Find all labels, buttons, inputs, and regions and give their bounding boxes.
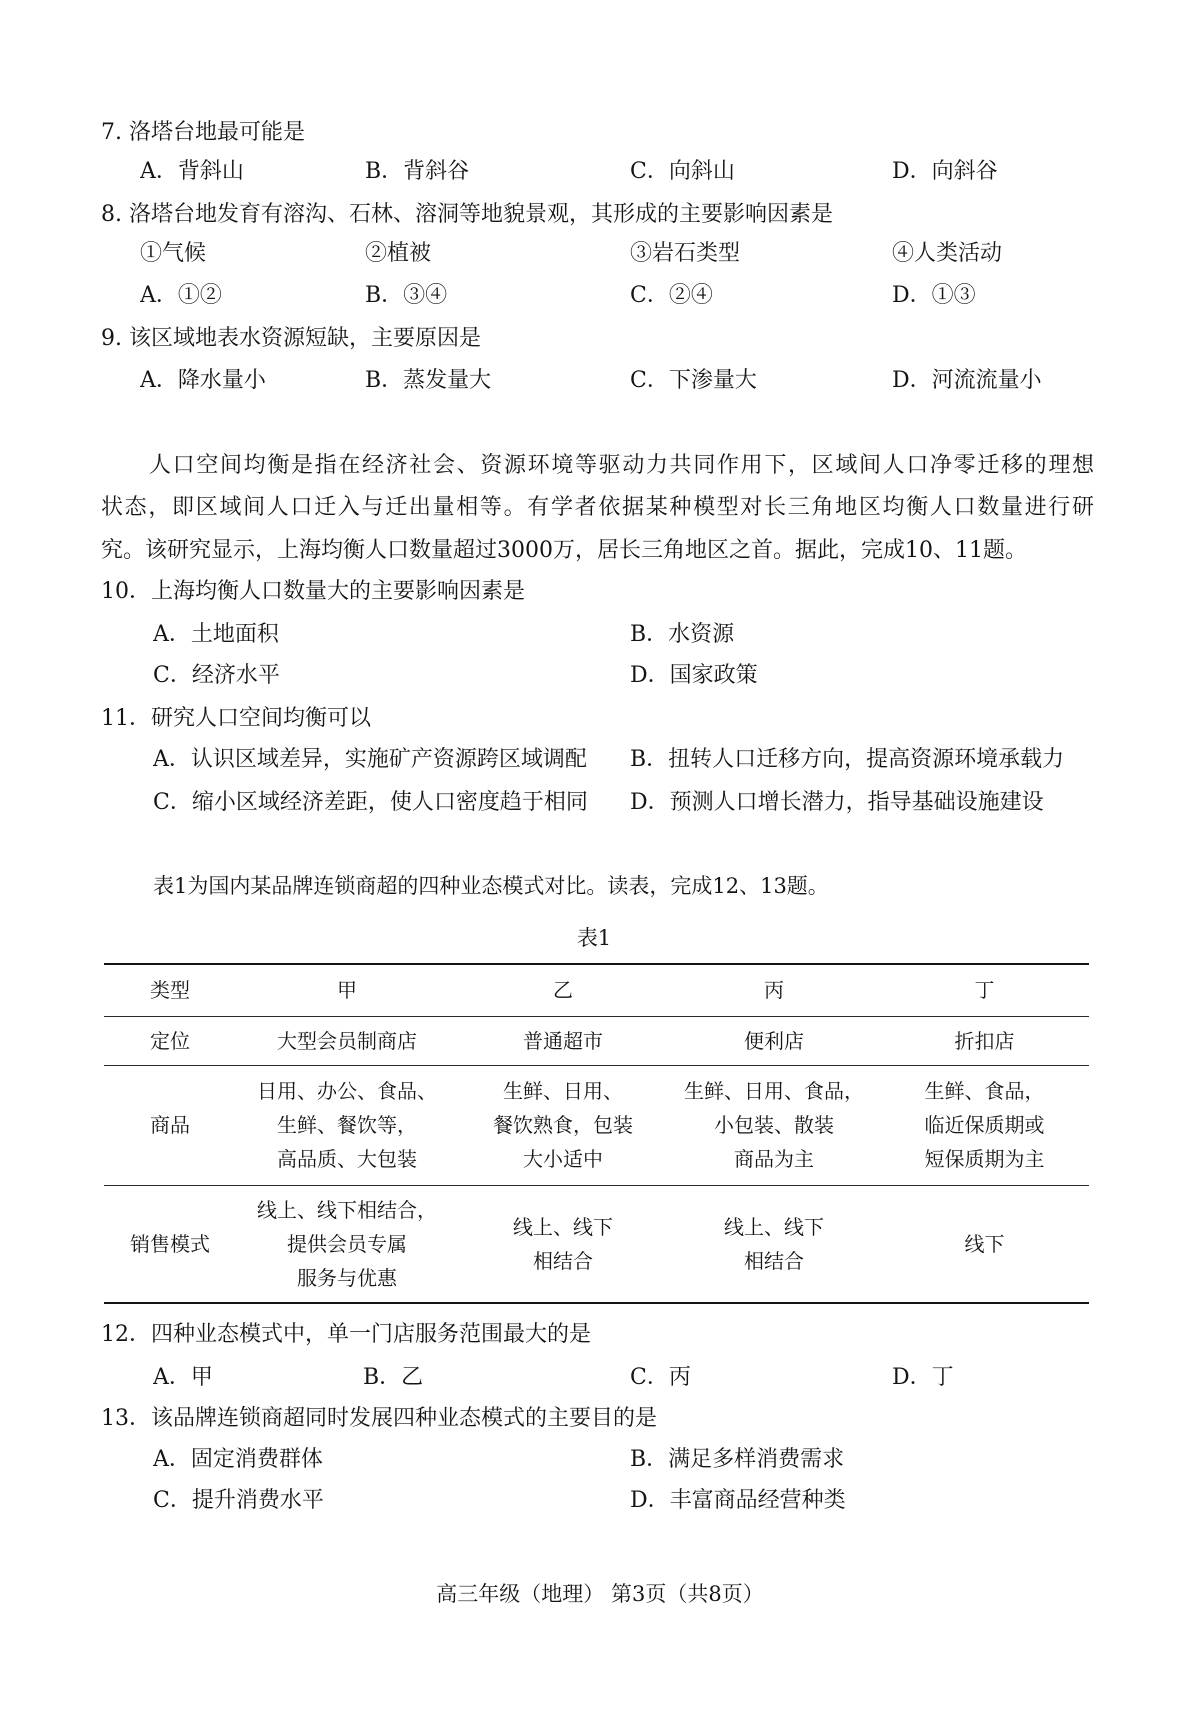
table-header-cell: 乙 <box>458 964 668 1016</box>
cell-line: 短保质期为主 <box>924 1147 1045 1171</box>
question-12-stem: 12．四种业态模式中，单一门店服务范围最大的是 <box>101 1322 591 1347</box>
question-13-option-d: D．丰富商品经营种类 <box>630 1488 846 1513</box>
cell-line: 生鲜、日用、食品， <box>684 1079 864 1103</box>
passage-line-2: 状态，即区域间人口迁入与迁出量相等。有学者依据某种模型对长三角地区均衡人口数量进行研 <box>101 495 1094 520</box>
cell-line: 折扣店 <box>954 1028 1015 1053</box>
question-9-stem: 9. 该区域地表水资源短缺，主要原因是 <box>101 326 481 351</box>
cell-line: 日用、办公、食品、 <box>257 1079 437 1103</box>
passage-line-3: 究。该研究显示，上海均衡人口数量超过3000万，居长三角地区之首。据此，完成10、11题。 <box>101 538 1027 563</box>
question-11-option-d: D．预测人口增长潜力，指导基础设施建设 <box>630 790 1044 815</box>
table-header-cell: 类型 <box>104 964 236 1016</box>
cell-line: 提供会员专属 <box>287 1231 407 1256</box>
question-8-factor-1: ①气候 <box>140 241 207 266</box>
cell-line: 便利店 <box>744 1028 804 1053</box>
cell-line: 线上、线下 <box>513 1214 613 1239</box>
table-cell <box>880 1185 1089 1303</box>
cell-line: 线上、线下相结合， <box>257 1197 437 1222</box>
question-8-factor-3: ③岩石类型 <box>630 241 741 266</box>
table-header-cell: 甲 <box>236 964 458 1016</box>
row-label: 销售模式 <box>130 1231 210 1256</box>
question-13-stem: 13．该品牌连锁商超同时发展四种业态模式的主要目的是 <box>101 1406 657 1431</box>
cell-line: 普通超市 <box>523 1028 603 1053</box>
question-11-stem: 11．研究人口空间均衡可以 <box>101 706 371 731</box>
question-9-option-d: D．河流流量小 <box>892 368 1042 393</box>
question-11-option-b: B．扭转人口迁移方向，提高资源环境承载力 <box>630 747 1065 772</box>
cell-line: 生鲜、餐饮等， <box>277 1113 417 1137</box>
table-header-row <box>104 964 1089 1016</box>
question-11-option-a: A．认识区域差异，实施矿产资源跨区域调配 <box>153 747 587 772</box>
table-cell <box>458 1185 668 1303</box>
table-intro: 表1为国内某品牌连锁商超的四种业态模式对比。读表，完成12、13题。 <box>153 874 829 898</box>
row-label: 商品 <box>104 1065 236 1185</box>
question-13-option-b: B．满足多样消费需求 <box>630 1447 845 1472</box>
table-cell <box>668 1185 880 1303</box>
table-cell <box>236 1065 458 1185</box>
question-7-stem: 7. 洛塔台地最可能是 <box>101 120 305 145</box>
table-row <box>104 1185 1089 1303</box>
cell-line: 临近保质期或 <box>924 1113 1045 1137</box>
table-cell <box>458 1016 668 1065</box>
table-header-cell: 丙 <box>668 964 880 1016</box>
question-8-stem: 8. 洛塔台地发育有溶沟、石林、溶洞等地貌景观，其形成的主要影响因素是 <box>101 202 833 227</box>
question-7-option-d: D．向斜谷 <box>892 159 998 184</box>
table-header-cell: 丁 <box>880 964 1089 1016</box>
cell-line: 餐饮熟食，包装 <box>493 1113 633 1137</box>
table-row <box>104 1065 1089 1185</box>
question-9-option-a: A．降水量小 <box>140 368 266 393</box>
table-1 <box>104 963 1089 1304</box>
question-9-option-b: B．蒸发量大 <box>365 368 492 393</box>
question-12-option-a: A．甲 <box>153 1365 213 1390</box>
question-10-option-b: B．水资源 <box>630 622 735 647</box>
question-7-option-c: C．向斜山 <box>630 159 735 184</box>
page-footer: 高三年级（地理） 第3页（共8页） <box>436 1582 764 1606</box>
cell-line: 商品为主 <box>734 1147 814 1171</box>
cell-line: 大小适中 <box>523 1147 603 1171</box>
table-cell <box>458 1065 668 1185</box>
question-11-option-c: C．缩小区域经济差距，使人口密度趋于相同 <box>153 790 588 815</box>
row-label: 定位 <box>104 1016 236 1065</box>
table-title: 表1 <box>576 926 612 950</box>
table-row <box>104 1016 1089 1065</box>
question-10-option-c: C．经济水平 <box>153 663 280 688</box>
question-8-factor-4: ④人类活动 <box>892 241 1003 266</box>
cell-line: 服务与优惠 <box>297 1265 397 1290</box>
question-10-option-a: A．土地面积 <box>153 622 279 647</box>
table-cell <box>668 1016 880 1065</box>
cell-line: 生鲜、食品， <box>924 1079 1045 1103</box>
question-8-option-b: B．③④ <box>365 283 448 308</box>
cell-line: 小包装、散装 <box>714 1113 834 1137</box>
question-10-option-d: D．国家政策 <box>630 663 758 688</box>
question-7-option-a: A．背斜山 <box>140 159 244 184</box>
cell-line: 生鲜、日用、 <box>503 1079 623 1103</box>
question-8-option-a: A．①② <box>140 283 222 308</box>
question-12-option-c: C．丙 <box>630 1365 691 1390</box>
question-10-stem: 10．上海均衡人口数量大的主要影响因素是 <box>101 579 525 604</box>
cell-line: 大型会员制商店 <box>277 1028 417 1053</box>
question-8-option-d: D．①③ <box>892 283 976 308</box>
question-13-option-c: C．提升消费水平 <box>153 1488 324 1513</box>
table-cell <box>668 1065 880 1185</box>
question-8-factor-2: ②植被 <box>365 241 432 266</box>
question-13-option-a: A．固定消费群体 <box>153 1447 323 1472</box>
cell-line: 高品质、大包装 <box>277 1147 417 1171</box>
cell-line: 线下 <box>964 1231 1005 1256</box>
passage-line-1: 人口空间均衡是指在经济社会、资源环境等驱动力共同作用下，区域间人口净零迁移的理想 <box>149 453 1094 478</box>
question-12-option-d: D．丁 <box>892 1365 954 1390</box>
question-12-option-b: B．乙 <box>363 1365 424 1390</box>
table-cell <box>236 1016 458 1065</box>
table-cell <box>880 1016 1089 1065</box>
table-cell <box>236 1185 458 1303</box>
question-8-option-c: C．②④ <box>630 283 713 308</box>
cell-line: 线上、线下 <box>724 1214 824 1239</box>
table-cell <box>880 1065 1089 1185</box>
question-7-option-b: B．背斜谷 <box>365 159 470 184</box>
cell-line: 相结合 <box>533 1248 593 1273</box>
cell-line: 相结合 <box>744 1248 804 1273</box>
question-9-option-c: C．下渗量大 <box>630 368 757 393</box>
